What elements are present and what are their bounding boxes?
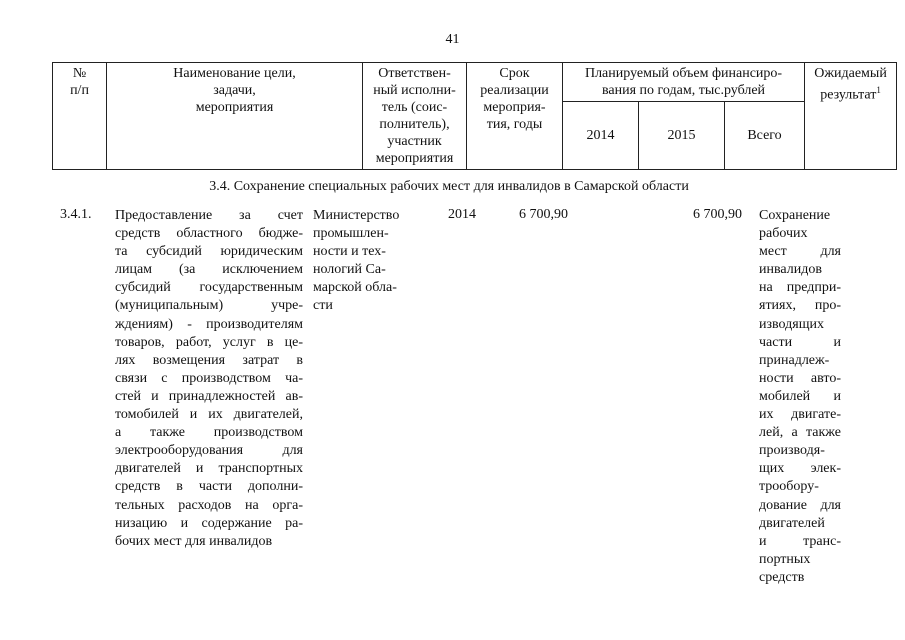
row-term: 2014 xyxy=(448,207,476,222)
section-title: 3.4. Сохранение специальных рабочих мест для инвалидов в Самарской области xyxy=(209,179,689,194)
footnote-mark: 1 xyxy=(876,85,881,95)
col-term-header: Срок реализации мероприя- тия, годы xyxy=(467,63,563,170)
col-year-2014-header: 2014 xyxy=(563,102,639,170)
col-name-header: Наименование цели, задачи, мероприятия xyxy=(107,63,363,170)
col-total-header: Всего xyxy=(725,102,805,170)
table-header xyxy=(52,62,897,170)
row-number: 3.4.1. xyxy=(60,207,92,222)
col-number-header: № п/п xyxy=(53,63,107,170)
col-result-header: Ожидаемый результат$^1$ xyxy=(805,63,897,170)
row-responsible: Министерство промышлен- ности и тех- нологий Са- марской обла- сти xyxy=(313,208,400,314)
col-year-2015-header: 2015 xyxy=(639,102,725,170)
row-description: Предоставление за счет средств областного бюдже- та субсидий юридическим лицам (за исключением субсидий государственным (муниципальным) учре- ждениям) - производителям товаров, работ, услуг в це- лях возмещения затрат в связи с производством ча- стей и принадлежностей ав- томобилей и их двигателей, а также производством электрооборудования для двигателей и транспортных средств в части дополни- тельных расходов на орга- низацию и содержание ра- бочих мест для инвалидов xyxy=(115,208,303,549)
col-responsible-header: Ответствен- ный исполни- тель (соис- полнитель), участник мероприятия xyxy=(363,63,467,170)
row-expected-result: Сохранение рабочих мест для инвалидов на предпри- ятиях, про- изводящих части и принадлеж- ности авто- мобилей и их двигате- лей, а также производя- щих элек- трообору- дование для двигателей и транс- портных средств xyxy=(759,208,841,585)
page-number: 41 xyxy=(445,32,460,47)
col-finance-header: Планируемый объем финансиро- вания по годам, тыс.рублей xyxy=(563,63,805,102)
row-total: 6 700,90 xyxy=(693,207,742,222)
row-amount-2014: 6 700,90 xyxy=(519,207,568,222)
